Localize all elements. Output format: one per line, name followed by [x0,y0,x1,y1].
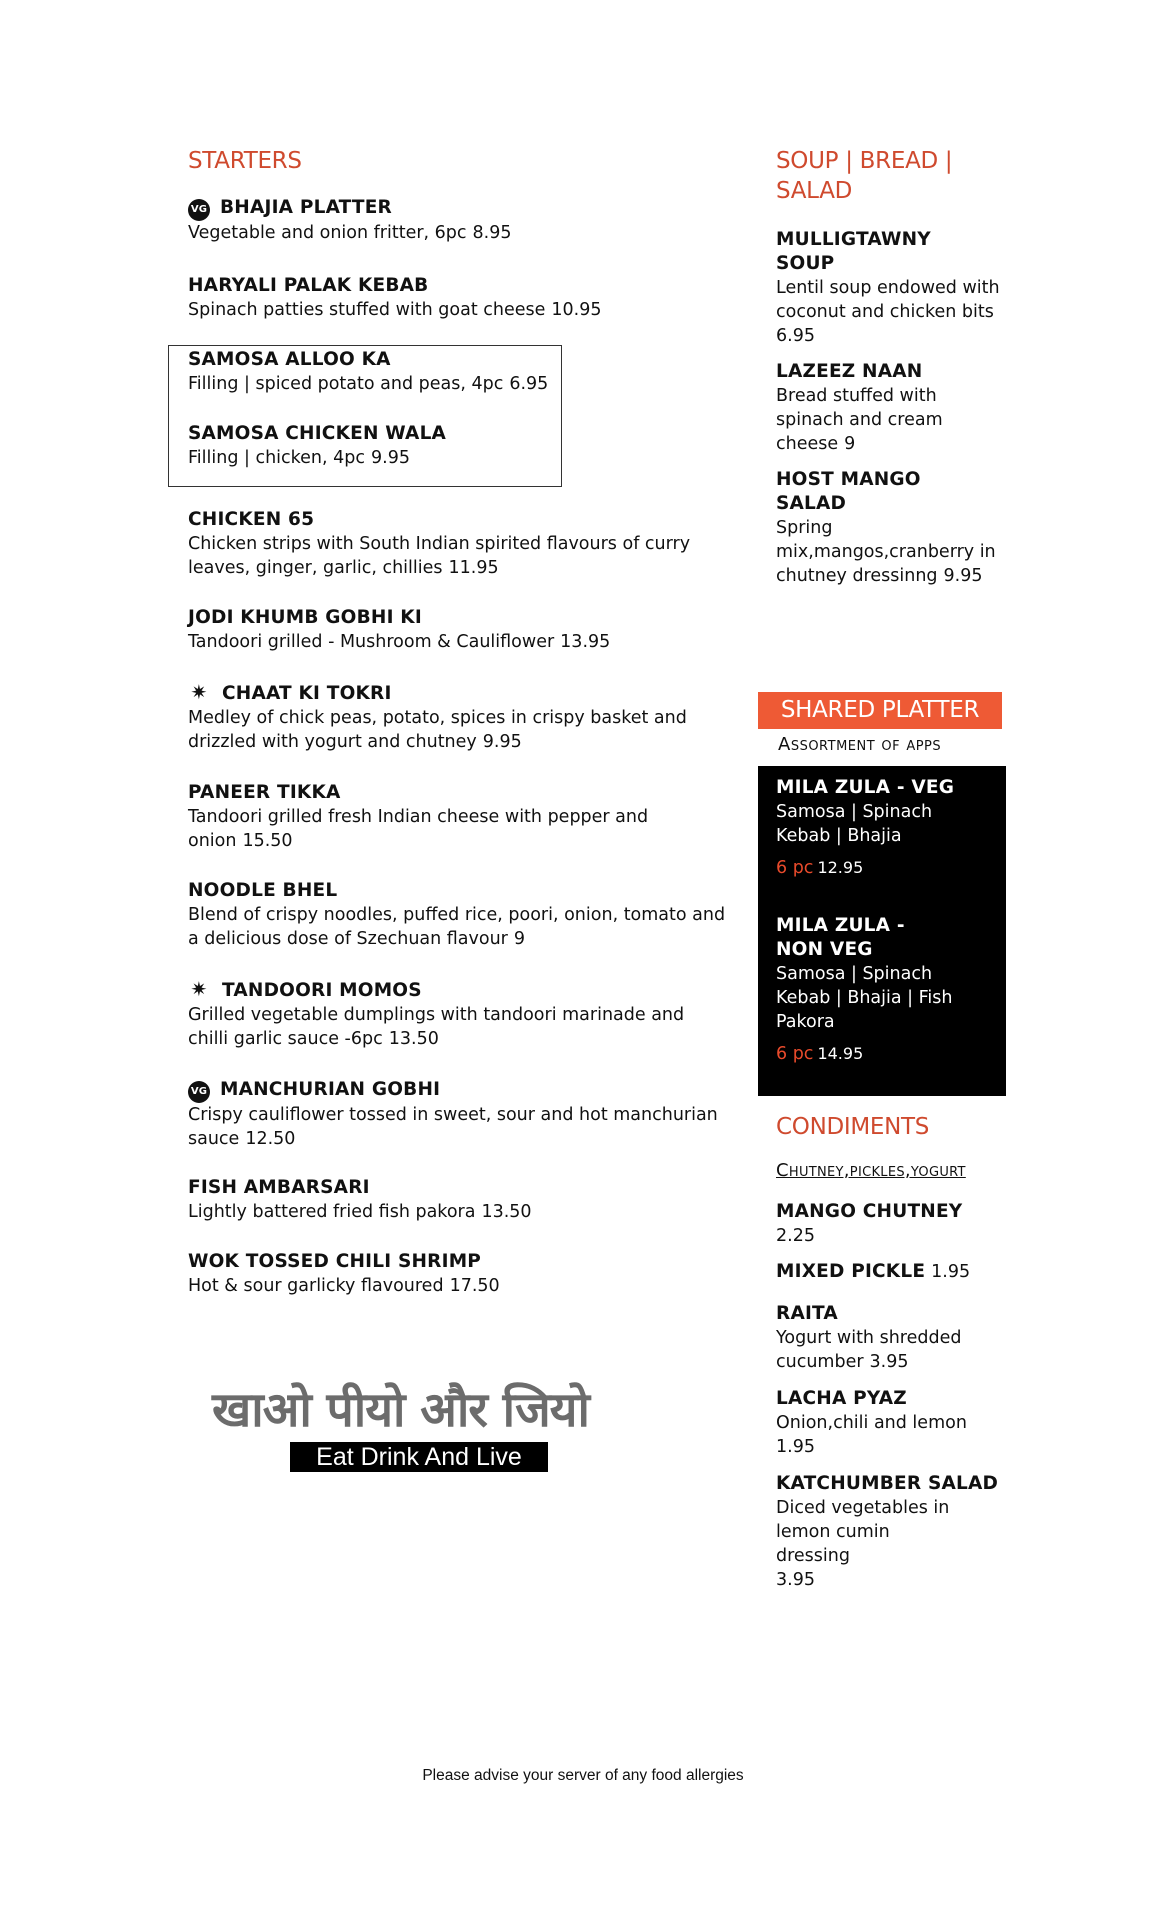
item-description: Tandoori grilled - Mushroom & Cauliflower [188,632,555,652]
item-name: KATCHUMBER SALAD [776,1473,999,1494]
item-description: Samosa | Spinach Kebab | Bhajia [776,802,933,846]
item-price: 17.50 [449,1276,500,1296]
item-name: CHAAT KI TOKRI [222,683,392,704]
item-description: Bread stuffed with spinach and cream cheese [776,386,943,454]
shared-platter-subtitle: Assortment of apps [778,734,942,755]
item-price: 1.95 [776,1437,815,1457]
item-description: Tandoori grilled fresh Indian cheese with pepper and onion [188,807,649,851]
item-name: MILA ZULA - [776,915,905,936]
menu-item [188,274,728,322]
spicy-icon: ✷ [190,680,208,704]
item-name: NOODLE BHEL [188,880,338,901]
item-name: TANDOORI MOMOS [222,980,422,1001]
starters-section [188,146,728,1296]
item-description: Spring mix,mangos,cranberry in chutney dressinng [776,518,996,586]
item-name: JODI KHUMB GOBHI KI [188,607,422,628]
item-description: Hot & sour garlicky flavoured [188,1276,444,1296]
condiment-item [776,1387,986,1459]
item-price: 6.95 [509,374,549,394]
item-price: 3.95 [869,1352,909,1372]
soup-bread-salad-title: SOUP | BREAD | [776,148,953,174]
soup-bread-salad-title-line2: SALAD [776,178,853,204]
item-description: Filling | spiced potato and peas, 4pc [188,374,504,394]
slogan-hindi: खाओ पीयो और जियो [212,1382,589,1438]
menu-item [188,1250,728,1298]
item-description: Grilled vegetable dumplings with tandoori marinade and chilli garlic sauce -6pc [188,1005,685,1049]
item-name: WOK TOSSED CHILI SHRIMP [188,1251,482,1272]
item-description: Lightly battered fried fish pakora [188,1202,476,1222]
item-price: 9.95 [482,732,522,752]
soup-bread-salad-section [776,146,1016,586]
menu-item [188,879,728,951]
spicy-icon: ✷ [190,977,208,1001]
item-description: Chicken strips with South Indian spirited flavours of curry leaves, ginger, garlic, chillies [188,534,691,578]
item-name: SAMOSA CHICKEN WALA [188,423,447,444]
menu-item [188,606,728,654]
item-name-line2: SALAD [776,493,847,514]
menu-item [188,508,728,580]
item-description: Lentil soup endowed with coconut and chicken bits [776,278,1000,322]
item-price: 9.95 [371,448,410,468]
item-price: 1.95 [931,1262,971,1282]
item-price: 8.95 [472,223,512,243]
item-price: 15.50 [242,831,293,851]
vegan-badge-icon: VG [188,1081,210,1103]
slogan-english: Eat Drink And Live [290,1442,548,1472]
item-price: 9 [844,434,856,454]
condiments-subtitle: Chutney,pickles,yogurt [776,1160,966,1181]
item-price: 14.95 [817,1044,864,1063]
menu-item [188,1176,728,1224]
item-price: 13.95 [560,632,611,652]
item-price: 13.50 [388,1029,439,1049]
menu-item [188,680,728,754]
shared-platter-title: SHARED PLATTER [758,692,1002,729]
item-description: Onion,chili and lemon [776,1413,967,1433]
item-quantity: 6 pc [776,1044,814,1064]
vegan-badge-icon: VG [188,199,210,221]
item-description: Vegetable and onion fritter, 6pc [188,223,467,243]
item-description: Samosa | Spinach Kebab | Bhajia | Fish Pakora [776,964,953,1032]
item-price: 2.25 [776,1226,815,1246]
item-name: MILA ZULA - VEG [776,777,955,798]
condiment-item [776,1200,1016,1248]
menu-item [188,196,728,245]
item-price: 11.95 [448,558,499,578]
item-description: Yogurt with shredded cucumber [776,1328,962,1372]
item-name: RAITA [776,1303,838,1324]
samosa-group-box [168,345,562,487]
item-name: LACHA PYAZ [776,1388,907,1409]
item-name: MULLIGTAWNY [776,229,931,250]
menu-item [776,360,1016,456]
platter-item [776,914,1001,1064]
allergy-note: Please advise your server of any food allergies [422,1767,744,1784]
condiments-title: CONDIMENTS [776,1114,930,1140]
item-price: 6.95 [776,326,815,346]
shared-platter-box [758,766,1006,1096]
item-name: LAZEEZ NAAN [776,361,923,382]
menu-item [188,781,728,853]
item-name: FISH AMBARSARI [188,1177,370,1198]
condiment-item [776,1260,1016,1284]
item-name: MANGO CHUTNEY [776,1201,963,1222]
item-price: 12.50 [245,1129,296,1149]
menu-item [776,468,1016,588]
item-description: Spinach patties stuffed with goat cheese [188,300,546,320]
item-name: HOST MANGO [776,469,921,490]
item-price: 9.95 [943,566,983,586]
item-price: 13.50 [481,1202,532,1222]
item-name-line2: NON VEG [776,939,873,960]
platter-item [776,776,1001,878]
condiment-item [776,1472,1016,1592]
item-description: Medley of chick peas, potato, spices in crispy basket and drizzled with yogurt and chutney [188,708,687,752]
item-price: 12.95 [817,858,864,877]
item-name: SAMOSA ALLOO KA [188,349,391,370]
item-name: MANCHURIAN GOBHI [220,1079,441,1100]
item-name: BHAJIA PLATTER [220,197,393,218]
item-price: 10.95 [551,300,602,320]
item-name: MIXED PICKLE [776,1261,926,1282]
condiment-item [776,1302,976,1374]
item-description: Filling | chicken, 4pc [188,448,366,468]
item-quantity: 6 pc [776,858,814,878]
item-name: CHICKEN 65 [188,509,315,530]
item-description: Diced vegetables in lemon cumin dressing [776,1498,950,1566]
item-description: Blend of crispy noodles, puffed rice, poori, onion, tomato and a delicious dose of Szechuan flavour [188,905,726,949]
item-price: 9 [513,929,526,949]
item-name: PANEER TIKKA [188,782,341,803]
item-description: Crispy cauliflower tossed in sweet, sour and hot manchurian sauce [188,1105,718,1149]
starters-title: STARTERS [188,148,302,174]
menu-item [188,977,728,1051]
menu-item [188,1078,728,1151]
item-name: HARYALI PALAK KEBAB [188,275,429,296]
item-price: 3.95 [776,1570,815,1590]
menu-item [776,228,1016,348]
item-name-line2: SOUP [776,253,835,274]
